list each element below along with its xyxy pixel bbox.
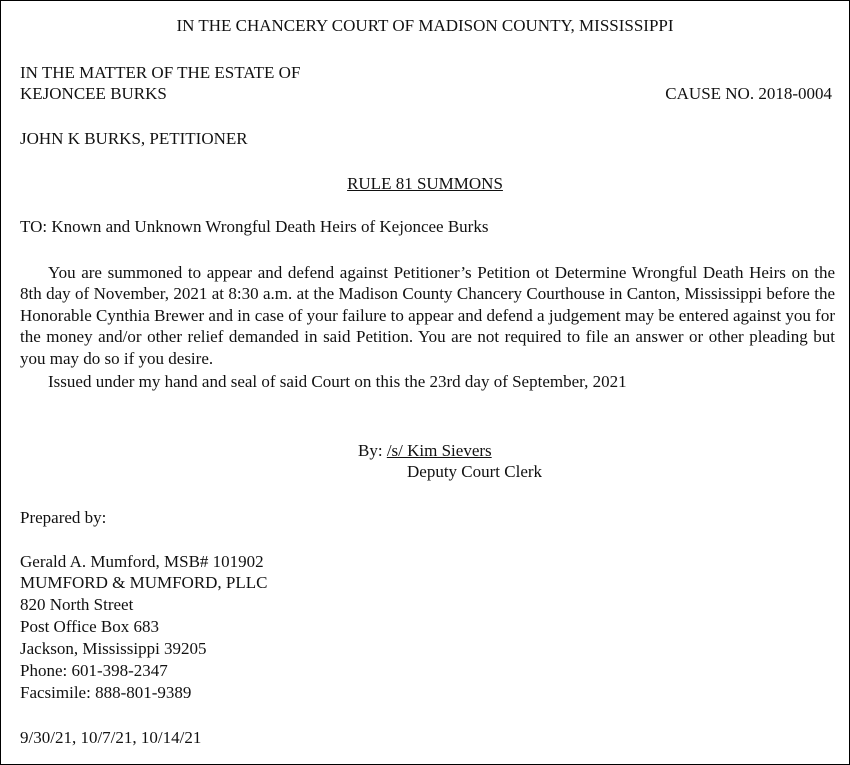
preparer-firm: MUMFORD & MUMFORD, PLLC xyxy=(20,573,268,592)
issued-line: Issued under my hand and seal of said Court on this the 23rd day of September, 2021 xyxy=(48,372,627,391)
signer-name: /s/ Kim Sievers xyxy=(386,441,492,460)
matter-line-1: IN THE MATTER OF THE ESTATE OF xyxy=(20,63,301,82)
signer-title: Deputy Court Clerk xyxy=(407,462,543,481)
signature-by-line xyxy=(358,440,492,461)
summons-title-wrap xyxy=(1,173,849,194)
by-label: By: xyxy=(358,441,387,460)
petitioner-line: JOHN K BURKS, PETITIONER xyxy=(20,129,248,148)
preparer-phone: Phone: 601-398-2347 xyxy=(20,661,168,680)
summons-title: RULE 81 SUMMONS xyxy=(347,174,503,193)
matter-line-2: KEJONCEE BURKS xyxy=(20,84,167,103)
preparer-po-box: Post Office Box 683 xyxy=(20,617,159,636)
prepared-by-label: Prepared by: xyxy=(20,508,107,527)
court-heading: IN THE CHANCERY COURT OF MADISON COUNTY, MISSISSIPPI xyxy=(176,16,674,35)
preparer-fax: Facsimile: 888-801-9389 xyxy=(20,683,192,702)
preparer-city: Jackson, Mississippi 39205 xyxy=(20,639,207,658)
publication-dates: 9/30/21, 10/7/21, 10/14/21 xyxy=(20,728,202,747)
preparer-name: Gerald A. Mumford, MSB# 101902 xyxy=(20,552,264,571)
preparer-street: 820 North Street xyxy=(20,595,134,614)
cause-number: CAUSE NO. 2018-0004 xyxy=(665,84,832,103)
to-line: TO: Known and Unknown Wrongful Death Heirs of Kejoncee Burks xyxy=(20,217,489,236)
summons-body xyxy=(20,262,835,369)
body-paragraph: You are summoned to appear and defend against Petitioner’s Petition ot Determine Wrongful Death Heirs on the 8th day of November, 2021 at 8:30 a.m. at the Madison County Chancery Courthouse in Canton, Mississippi before the Honorable Cynthia Brewer and in case of your failure to appear and defend a judgement may be entered against you for the money and/or other relief demanded in said Petition. You are not required to file an answer or other pleading but you may do so if you desire. xyxy=(20,263,835,368)
